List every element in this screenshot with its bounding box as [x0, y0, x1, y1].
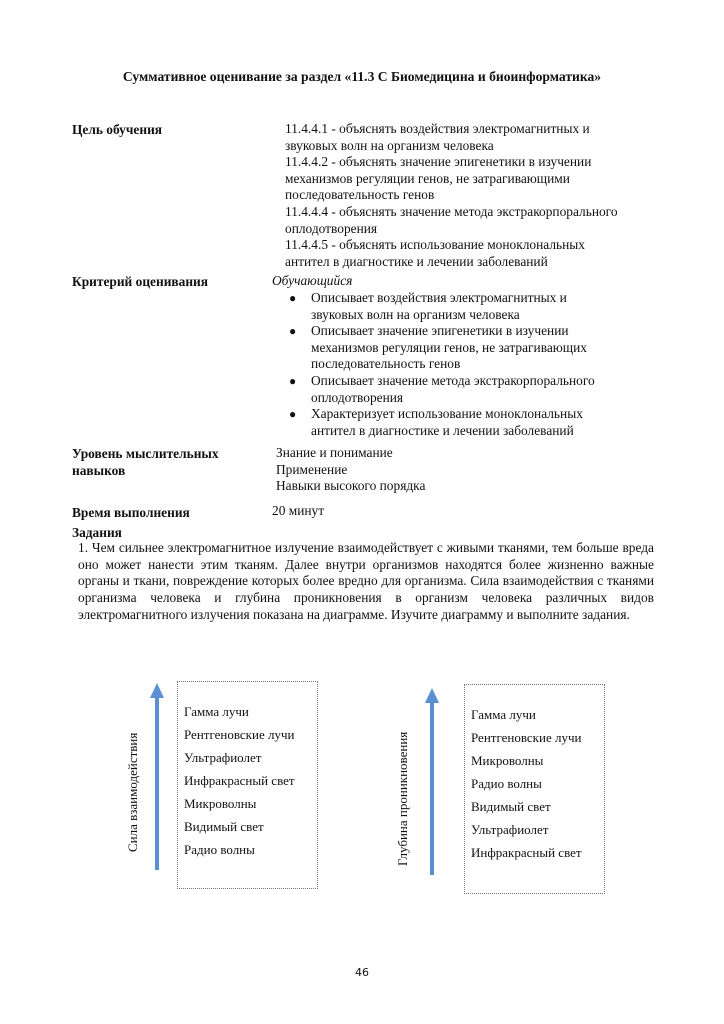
- list-item: Ультрафиолет: [471, 822, 549, 837]
- time-label: Время выполнения: [72, 505, 190, 520]
- left-axis-label: Сила взаимодействия: [125, 732, 140, 852]
- skills-label: [72, 445, 219, 479]
- bullet-icon: ●: [289, 373, 297, 388]
- criteria-line: Описывает воздействия электромагнитных и: [311, 290, 567, 305]
- list-item: [285, 406, 595, 439]
- skills-label-line: Уровень мыслительных: [72, 446, 219, 461]
- criteria-label: Критерий оценивания: [72, 274, 209, 289]
- skill-line: Навыки высокого порядка: [276, 478, 426, 494]
- criteria-line: оплодотворения: [311, 389, 404, 405]
- tasks-label: Задания: [72, 525, 122, 540]
- skill-line: Знание и понимание: [276, 445, 393, 460]
- arrow-head: [150, 683, 164, 698]
- goal-text: [285, 121, 618, 270]
- goal-line: 11.4.4.4 - объяснять значение метода экстракорпорального: [285, 203, 618, 219]
- list-item: Гамма лучи: [184, 704, 249, 719]
- list-item: Гамма лучи: [471, 707, 536, 722]
- list-item: Рентгеновские лучи: [184, 727, 295, 742]
- arrow-head: [425, 688, 439, 703]
- criteria-line: Характеризует использование моноклональных: [311, 406, 583, 422]
- criteria-line: Описывает значение эпигенетики в изучении: [311, 323, 569, 339]
- left-diagram-box: [177, 681, 318, 889]
- page-title: Суммативное оценивание за раздел «11.3 С Биомедицина и биоинформатика»: [122, 69, 602, 84]
- list-item: Рентгеновские лучи: [471, 730, 582, 745]
- list-item: Радио волны: [471, 776, 542, 791]
- criteria-line: последовательность генов: [311, 356, 461, 372]
- goal-line: оплодотворения: [285, 220, 378, 236]
- page-number: 46: [355, 966, 369, 979]
- skill-line: Применение: [276, 461, 348, 477]
- bullet-icon: ●: [289, 407, 297, 422]
- bullet-icon: ●: [289, 291, 297, 305]
- arrow-up-icon: [148, 682, 166, 872]
- skills-list: [276, 445, 425, 495]
- list-item: Микроволны: [184, 796, 257, 811]
- bullet-icon: ●: [289, 324, 297, 339]
- criteria-line: механизмов регуляции генов, не затрагивающих: [311, 339, 587, 355]
- criteria-list: [285, 290, 595, 439]
- goal-line: 11.4.4.2 - объяснять значение эпигенетики в изучении: [285, 154, 592, 170]
- criteria-intro: Обучающийся: [272, 273, 353, 288]
- goal-line: 11.4.4.5 - объяснять использование моноклональных: [285, 237, 586, 253]
- goal-line: механизмов регуляции генов, не затрагивающими: [285, 170, 570, 186]
- criteria-line: звуковых волн на организм человека: [311, 306, 520, 322]
- goal-line: последовательность генов: [285, 187, 435, 203]
- list-item: Видимый свет: [184, 819, 264, 834]
- list-item: [285, 373, 595, 406]
- arrow-up-icon: [423, 687, 441, 877]
- right-diagram-box: [464, 684, 605, 894]
- list-item: Микроволны: [471, 753, 544, 768]
- list-item: Инфракрасный свет: [184, 773, 295, 788]
- goal-line: антител в диагностике и лечении заболеваний: [285, 253, 548, 269]
- list-item: [285, 290, 595, 323]
- time-value: 20 минут: [272, 503, 325, 518]
- list-item: Инфракрасный свет: [471, 845, 582, 860]
- list-item: Видимый свет: [471, 799, 551, 814]
- list-item: [285, 323, 595, 373]
- skills-label-line: навыков: [72, 463, 126, 478]
- right-axis-label: Глубина проникновения: [395, 731, 410, 866]
- criteria-line: Описывает значение метода экстракорпорального: [311, 372, 595, 388]
- goal-line: 11.4.4.1 - объяснять воздействия электромагнитных и: [285, 121, 590, 136]
- goal-line: звуковых волн на организм человека: [285, 137, 494, 153]
- list-item: Радио волны: [184, 842, 255, 857]
- criteria-line: антител в диагностике и лечении заболеваний: [311, 422, 574, 438]
- tasks-text: 1. Чем сильнее электромагнитное излучение взаимодействует с живыми тканями, тем больше вреда оно может нанести этим тканям. Далее внутри организмов находятся более жизненно важные органы и ткани, повреждение которых более вредно для организма. Сила взаимодействия с тканями организма человека и глубина проникновения в организм человека различных видов электромагнитного излучения показана на диаграмме. Изучите диаграмму и выполните задания.: [78, 540, 654, 622]
- list-item: Ультрафиолет: [184, 750, 262, 765]
- goal-label: Цель обучения: [72, 122, 163, 137]
